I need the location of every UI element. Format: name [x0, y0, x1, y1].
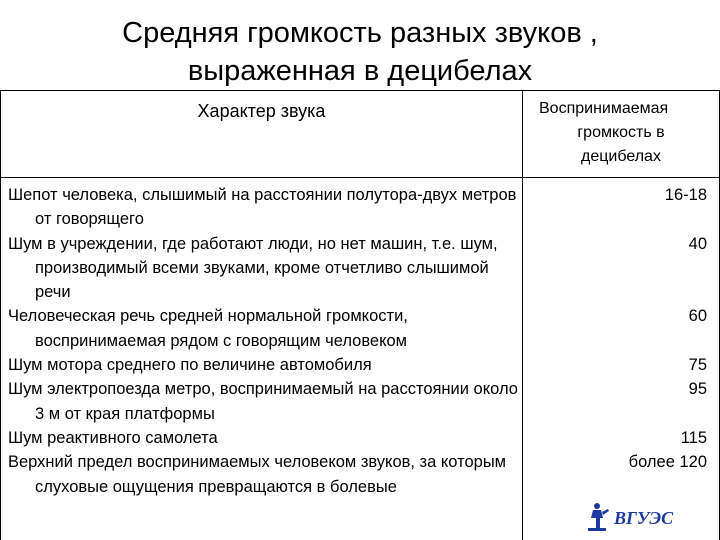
loudness-value [541, 329, 707, 353]
sound-entry: Шум в учреждении, где работают люди, но нет машин, т.е. шум, производимый всеми звуками, кроме отчетливо слышимой речи [8, 234, 498, 302]
loudness-value: более 120 [628, 453, 707, 472]
loudness-value: 16-18 [664, 186, 707, 204]
sound-entry: Верхний предел воспринимаемых человеком звуков, за которым слуховые ощущения превращаются в болевые [8, 453, 507, 496]
sound-entry: Шум реактивного самолета [8, 428, 218, 447]
loudness-values [541, 183, 707, 475]
loudness-value [541, 402, 707, 426]
loudness-value: 60 [688, 307, 707, 326]
loudness-value: 40 [688, 234, 707, 253]
loudness-value: 95 [688, 380, 707, 399]
loudness-value [541, 256, 707, 280]
header-loudness-line-1: Воспринимаемая [539, 100, 669, 117]
sound-entry: Шум мотора среднего по величине автомобиля [8, 356, 372, 375]
title-line-2: выраженная в децибелах [187, 55, 533, 87]
loudness-value [541, 207, 707, 231]
loudness-value: 115 [680, 428, 707, 447]
slide-title [0, 14, 720, 90]
sound-table [0, 90, 720, 540]
sound-entry: Человеческая речь средней нормальной громкости, воспринимаемая рядом с говорящим человеком [8, 307, 408, 350]
loudness-value: 75 [688, 356, 707, 375]
header-loudness-line-3: децибелах [581, 148, 661, 165]
loudness-value [541, 280, 707, 304]
sound-entry: Шум электропоезда метро, воспринимаемый на расстоянии около 3 м от края платформы [8, 380, 518, 423]
header-sound-type: Характер звука [197, 101, 326, 121]
sound-descriptions [8, 183, 518, 499]
sound-entry: Шепот человека, слышимый на расстоянии полутора-двух метров от говорящего [8, 186, 517, 229]
university-logo [584, 500, 696, 534]
title-line-1: Средняя громкость разных звуков , [122, 17, 598, 49]
header-divider [1, 177, 719, 178]
header-loudness-line-2: громкость в [577, 124, 665, 141]
logo-text: ВГУЭС [614, 508, 674, 528]
header-loudness [523, 97, 719, 169]
